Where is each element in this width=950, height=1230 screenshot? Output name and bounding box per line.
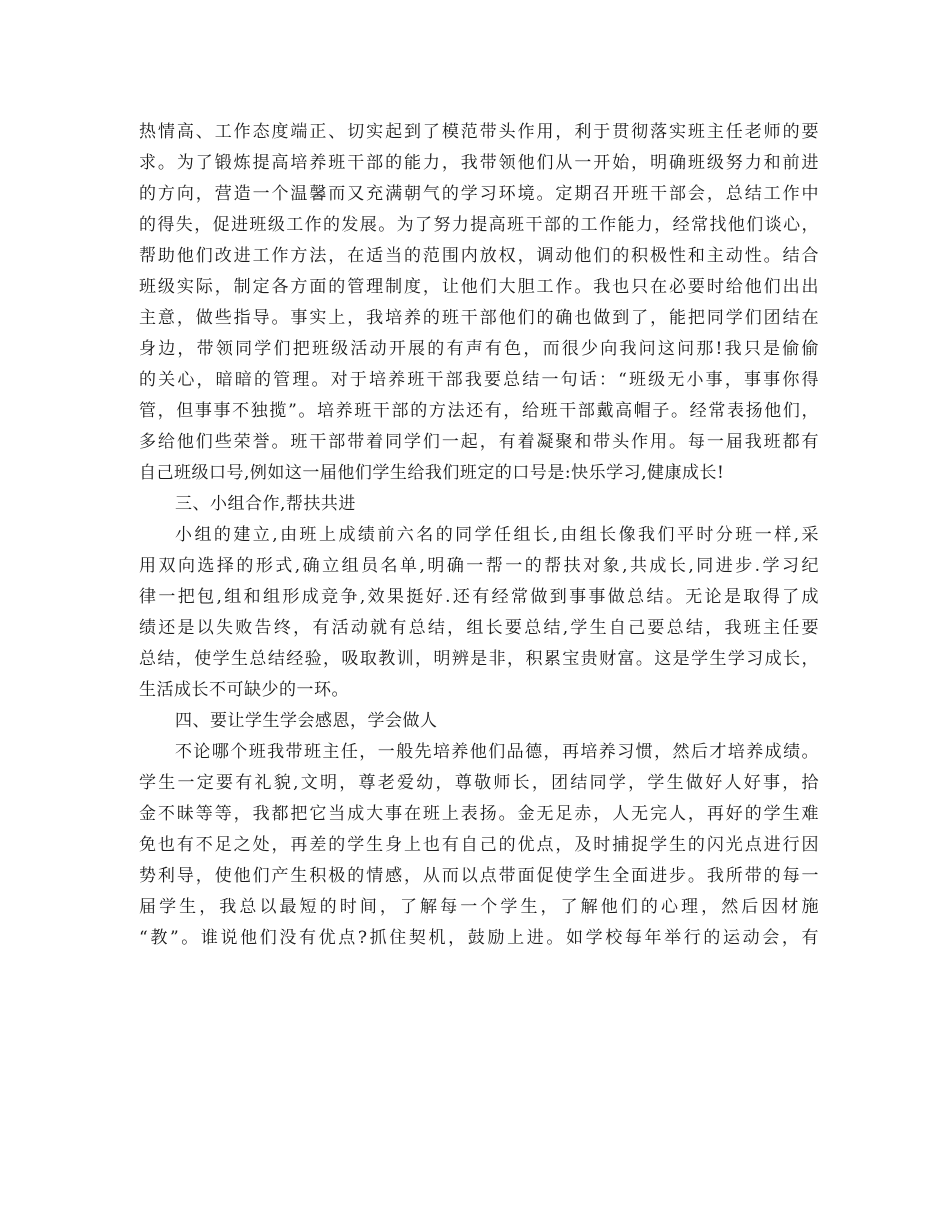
paragraph-line: 免也有不足之处，再差的学生身上也有自己的优点，及时捕捉学生的闪光点进行因: [139, 835, 819, 855]
paragraph-line: 总结，使学生总结经验，吸取教训，明辨是非，积累宝贵财富。这是学生学习成长，: [139, 649, 819, 669]
paragraph-line: 帮助他们改进工作方法，在适当的范围内放权，调动他们的积极性和主动性。结合: [139, 246, 819, 266]
paragraph-line: 金不昧等等，我都把它当成大事在班上表扬。金无足赤，人无完人，再好的学生难: [139, 804, 819, 824]
paragraph-line: 届学生，我总以最短的时间，了解每一个学生，了解他们的心理，然后因材施: [139, 897, 819, 917]
paragraph-line: 的关心，暗暗的管理。对于培养班干部我要总结一句话：“班级无小事，事事你得: [139, 370, 819, 390]
section-heading: 三、小组合作,帮扶共进: [175, 494, 356, 514]
paragraph-line: 班级实际，制定各方面的管理制度，让他们大胆工作。我也只在必要时给他们出出: [139, 277, 819, 297]
paragraph-line: “教”。谁说他们没有优点?抓住契机，鼓励上进。如学校每年举行的运动会，有: [139, 928, 819, 948]
paragraph-line: 势利导，使他们产生积极的情感，从而以点带面促使学生全面进步。我所带的每一: [139, 866, 819, 886]
paragraph-line: 热情高、工作态度端正、切实起到了模范带头作用，利于贯彻落实班主任老师的要: [139, 122, 819, 142]
paragraph-line: 用双向选择的形式,确立组员名单,明确一帮一的帮扶对象,共成长,同进步.学习纪: [139, 556, 819, 576]
paragraph-line: 绩还是以失败告终，有活动就有总结，组长要总结,学生自己要总结，我班主任要: [139, 618, 819, 638]
paragraph-line: 不论哪个班我带班主任，一般先培养他们品德，再培养习惯，然后才培养成绩。: [175, 742, 819, 762]
paragraph-line: 自己班级口号,例如这一届他们学生给我们班定的口号是:快乐学习,健康成长!: [139, 463, 725, 483]
paragraph-line: 的方向，营造一个温馨而又充满朝气的学习环境。定期召开班干部会，总结工作中: [139, 184, 819, 204]
paragraph-line: 主意，做些指导。事实上，我培养的班干部他们的确也做到了，能把同学们团结在: [139, 308, 819, 328]
paragraph-line: 身边，带领同学们把班级活动开展的有声有色，而很少向我问这问那!我只是偷偷: [139, 339, 819, 359]
paragraph-line: 多给他们些荣誉。班干部带着同学们一起，有着凝聚和带头作用。每一届我班都有: [139, 432, 819, 452]
paragraph-line: 律一把包,组和组形成竞争,效果挺好.还有经常做到事事做总结。无论是取得了成: [139, 587, 819, 607]
paragraph-line: 求。为了锻炼提高培养班干部的能力，我带领他们从一开始，明确班级努力和前进: [139, 153, 819, 173]
paragraph-line: 学生一定要有礼貌,文明，尊老爱幼，尊敬师长，团结同学，学生做好人好事，拾: [139, 773, 819, 793]
paragraph-line: 生活成长不可缺少的一环。: [139, 680, 349, 700]
paragraph-line: 的得失，促进班级工作的发展。为了努力提高班干部的工作能力，经常找他们谈心，: [139, 215, 819, 235]
paragraph-line: 小组的建立,由班上成绩前六名的同学任组长,由组长像我们平时分班一样,采: [175, 525, 819, 545]
document-body: [139, 117, 819, 954]
paragraph-line: 管，但事事不独揽”。培养班干部的方法还有，给班干部戴高帽子。经常表扬他们，: [139, 401, 819, 421]
section-heading: 四、要让学生学会感恩，学会做人: [175, 711, 438, 731]
